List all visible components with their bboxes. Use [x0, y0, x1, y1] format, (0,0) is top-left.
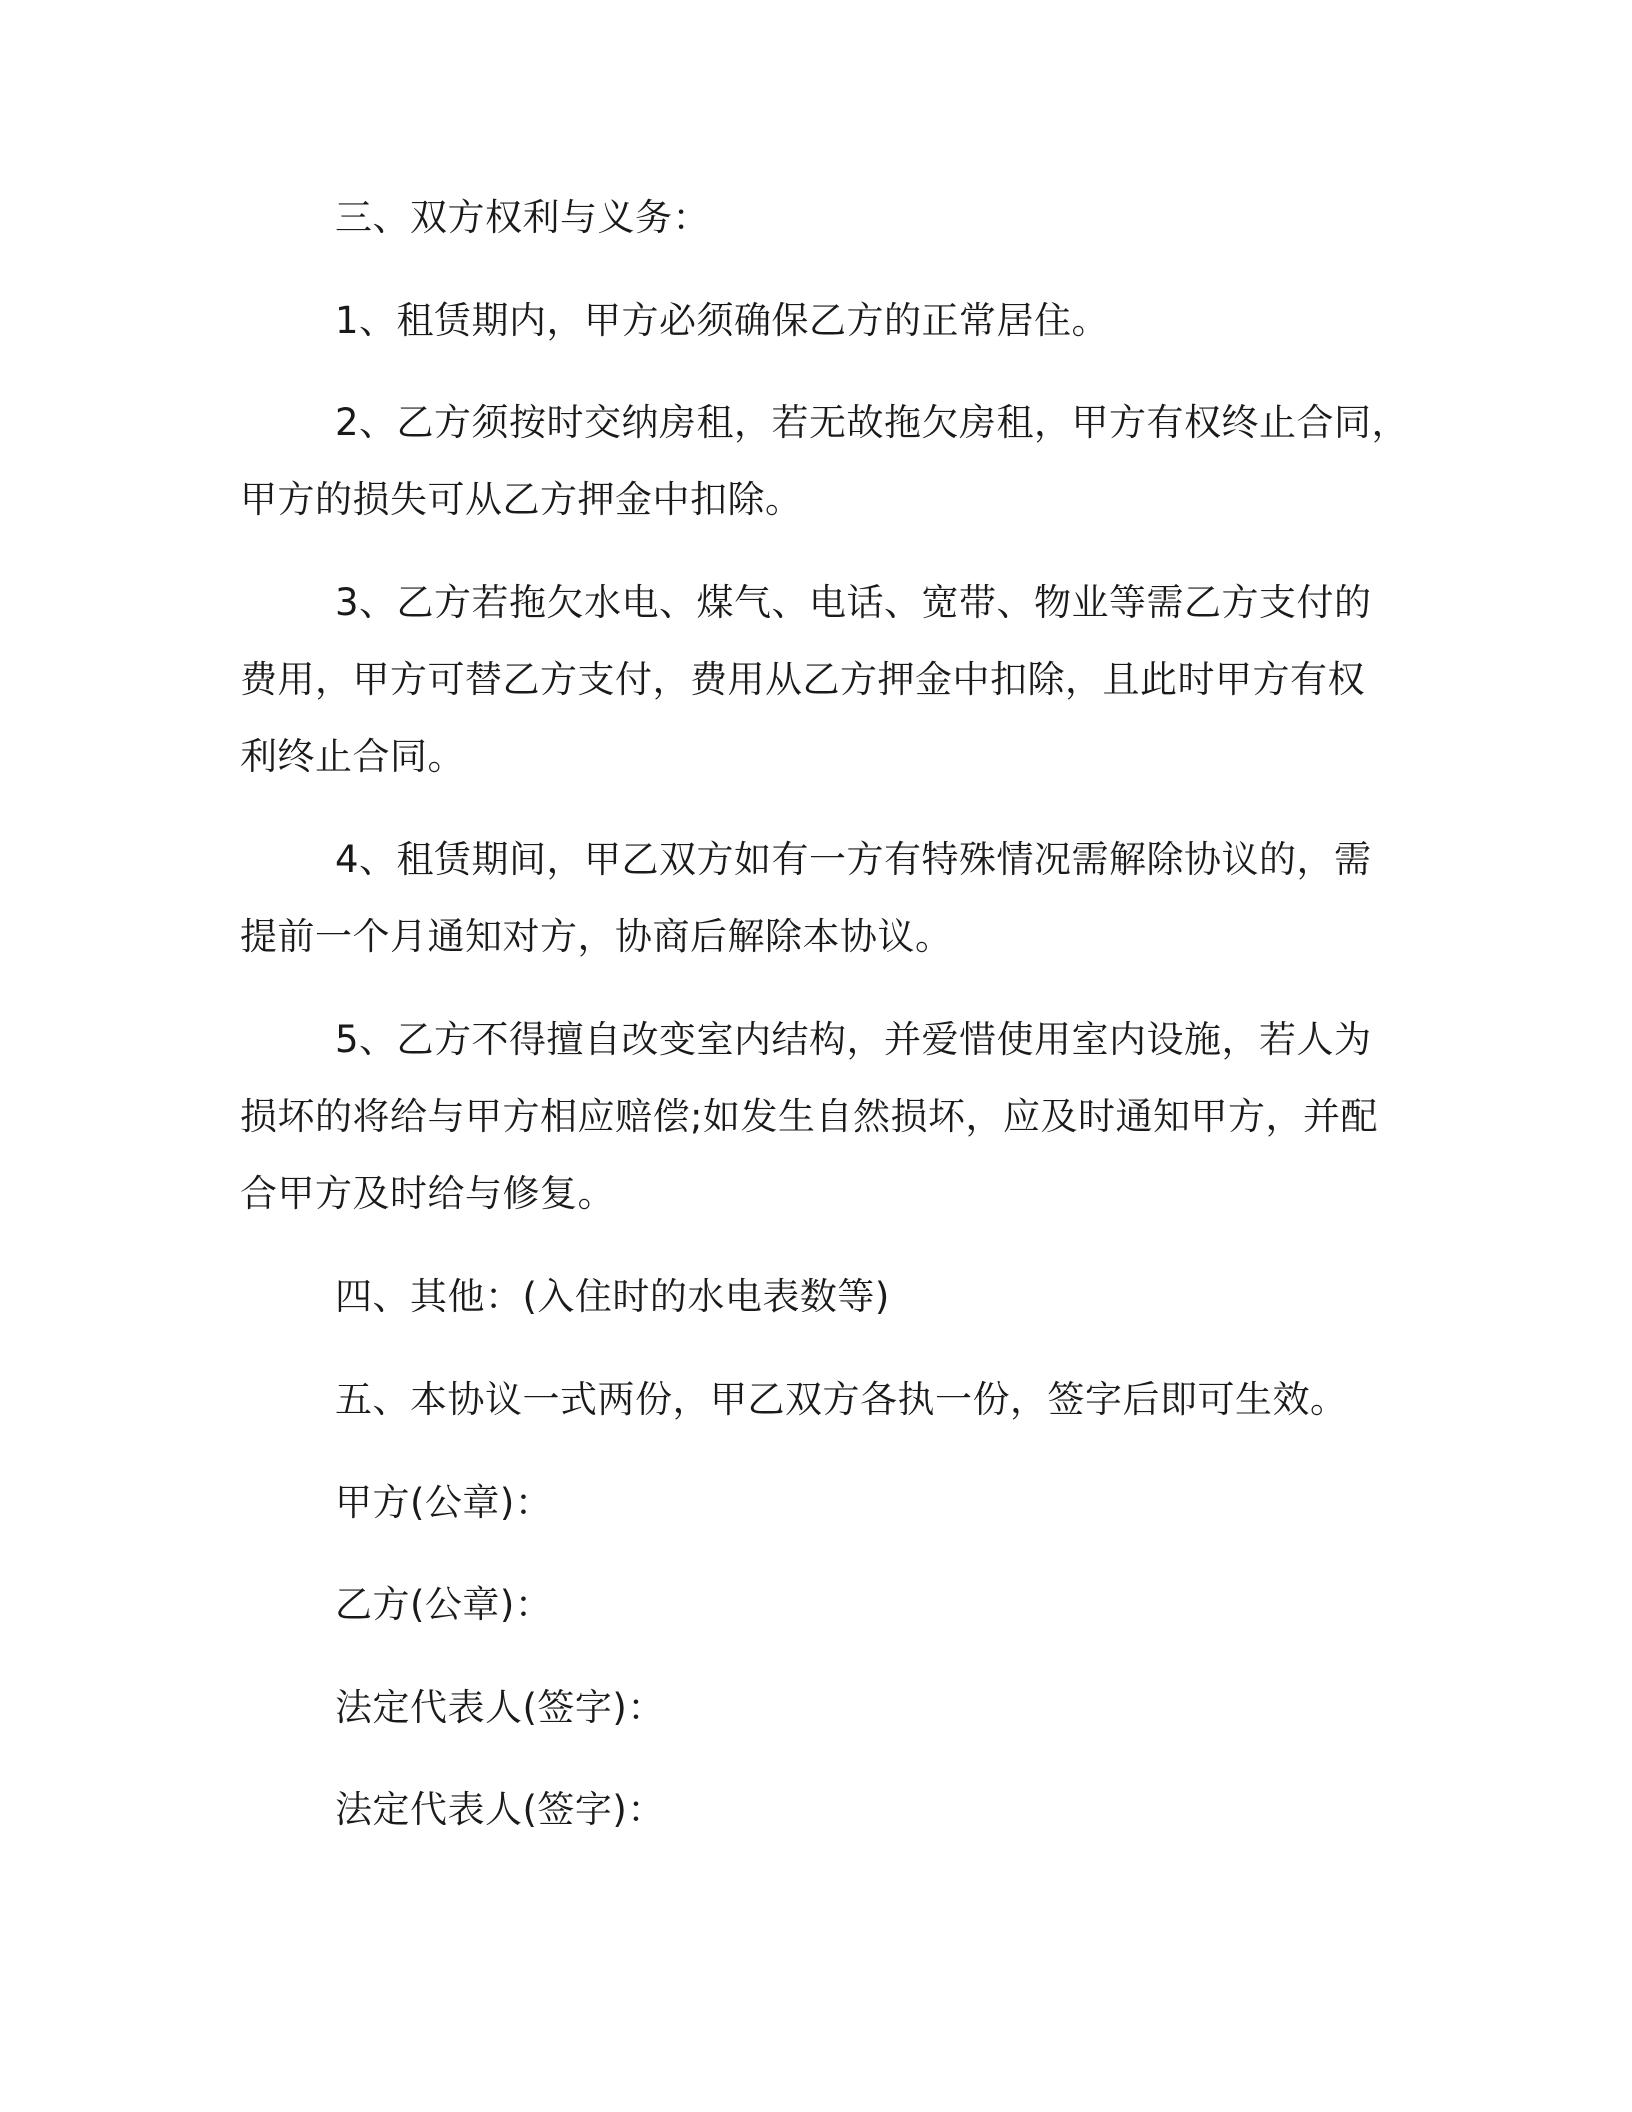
signature-representative-2: 法定代表人(签字)： [335, 1788, 665, 1831]
clause-2-line-2: 甲方的损失可从乙方押金中扣除。 [240, 478, 803, 521]
clause-5-line-1: 5、乙方不得擅自改变室内结构，并爱惜使用室内设施，若人为 [335, 1018, 1372, 1061]
signature-representative-1: 法定代表人(签字)： [335, 1686, 665, 1729]
signature-party-a: 甲方(公章)： [335, 1481, 553, 1524]
clause-5-line-2: 损坏的将给与甲方相应赔偿;如发生自然损坏，应及时通知甲方，并配 [240, 1095, 1378, 1138]
section-4: 四、其他：(入住时的水电表数等) [335, 1275, 890, 1318]
clause-4-line-2: 提前一个月通知对方，协商后解除本协议。 [240, 915, 953, 958]
clause-3-line-2: 费用，甲方可替乙方支付，费用从乙方押金中扣除，且此时甲方有权 [240, 658, 1365, 701]
section-5: 五、本协议一式两份，甲乙双方各执一份，签字后即可生效。 [335, 1378, 1348, 1421]
signature-party-b: 乙方(公章)： [335, 1583, 553, 1626]
clause-2-line-1: 2、乙方须按时交纳房租，若无故拖欠房租，甲方有权终止合同， [335, 401, 1410, 444]
clause-5-line-3: 合甲方及时给与修复。 [240, 1172, 615, 1215]
section-3-title: 三、双方权利与义务： [335, 196, 710, 239]
clause-4-line-1: 4、租赁期间，甲乙双方如有一方有特殊情况需解除协议的，需 [335, 838, 1372, 881]
clause-3-line-1: 3、乙方若拖欠水电、煤气、电话、宽带、物业等需乙方支付的 [335, 581, 1372, 624]
clause-1-line-1: 1、租赁期内，甲方必须确保乙方的正常居住。 [335, 299, 1110, 342]
clause-3-line-3: 利终止合同。 [240, 735, 465, 778]
